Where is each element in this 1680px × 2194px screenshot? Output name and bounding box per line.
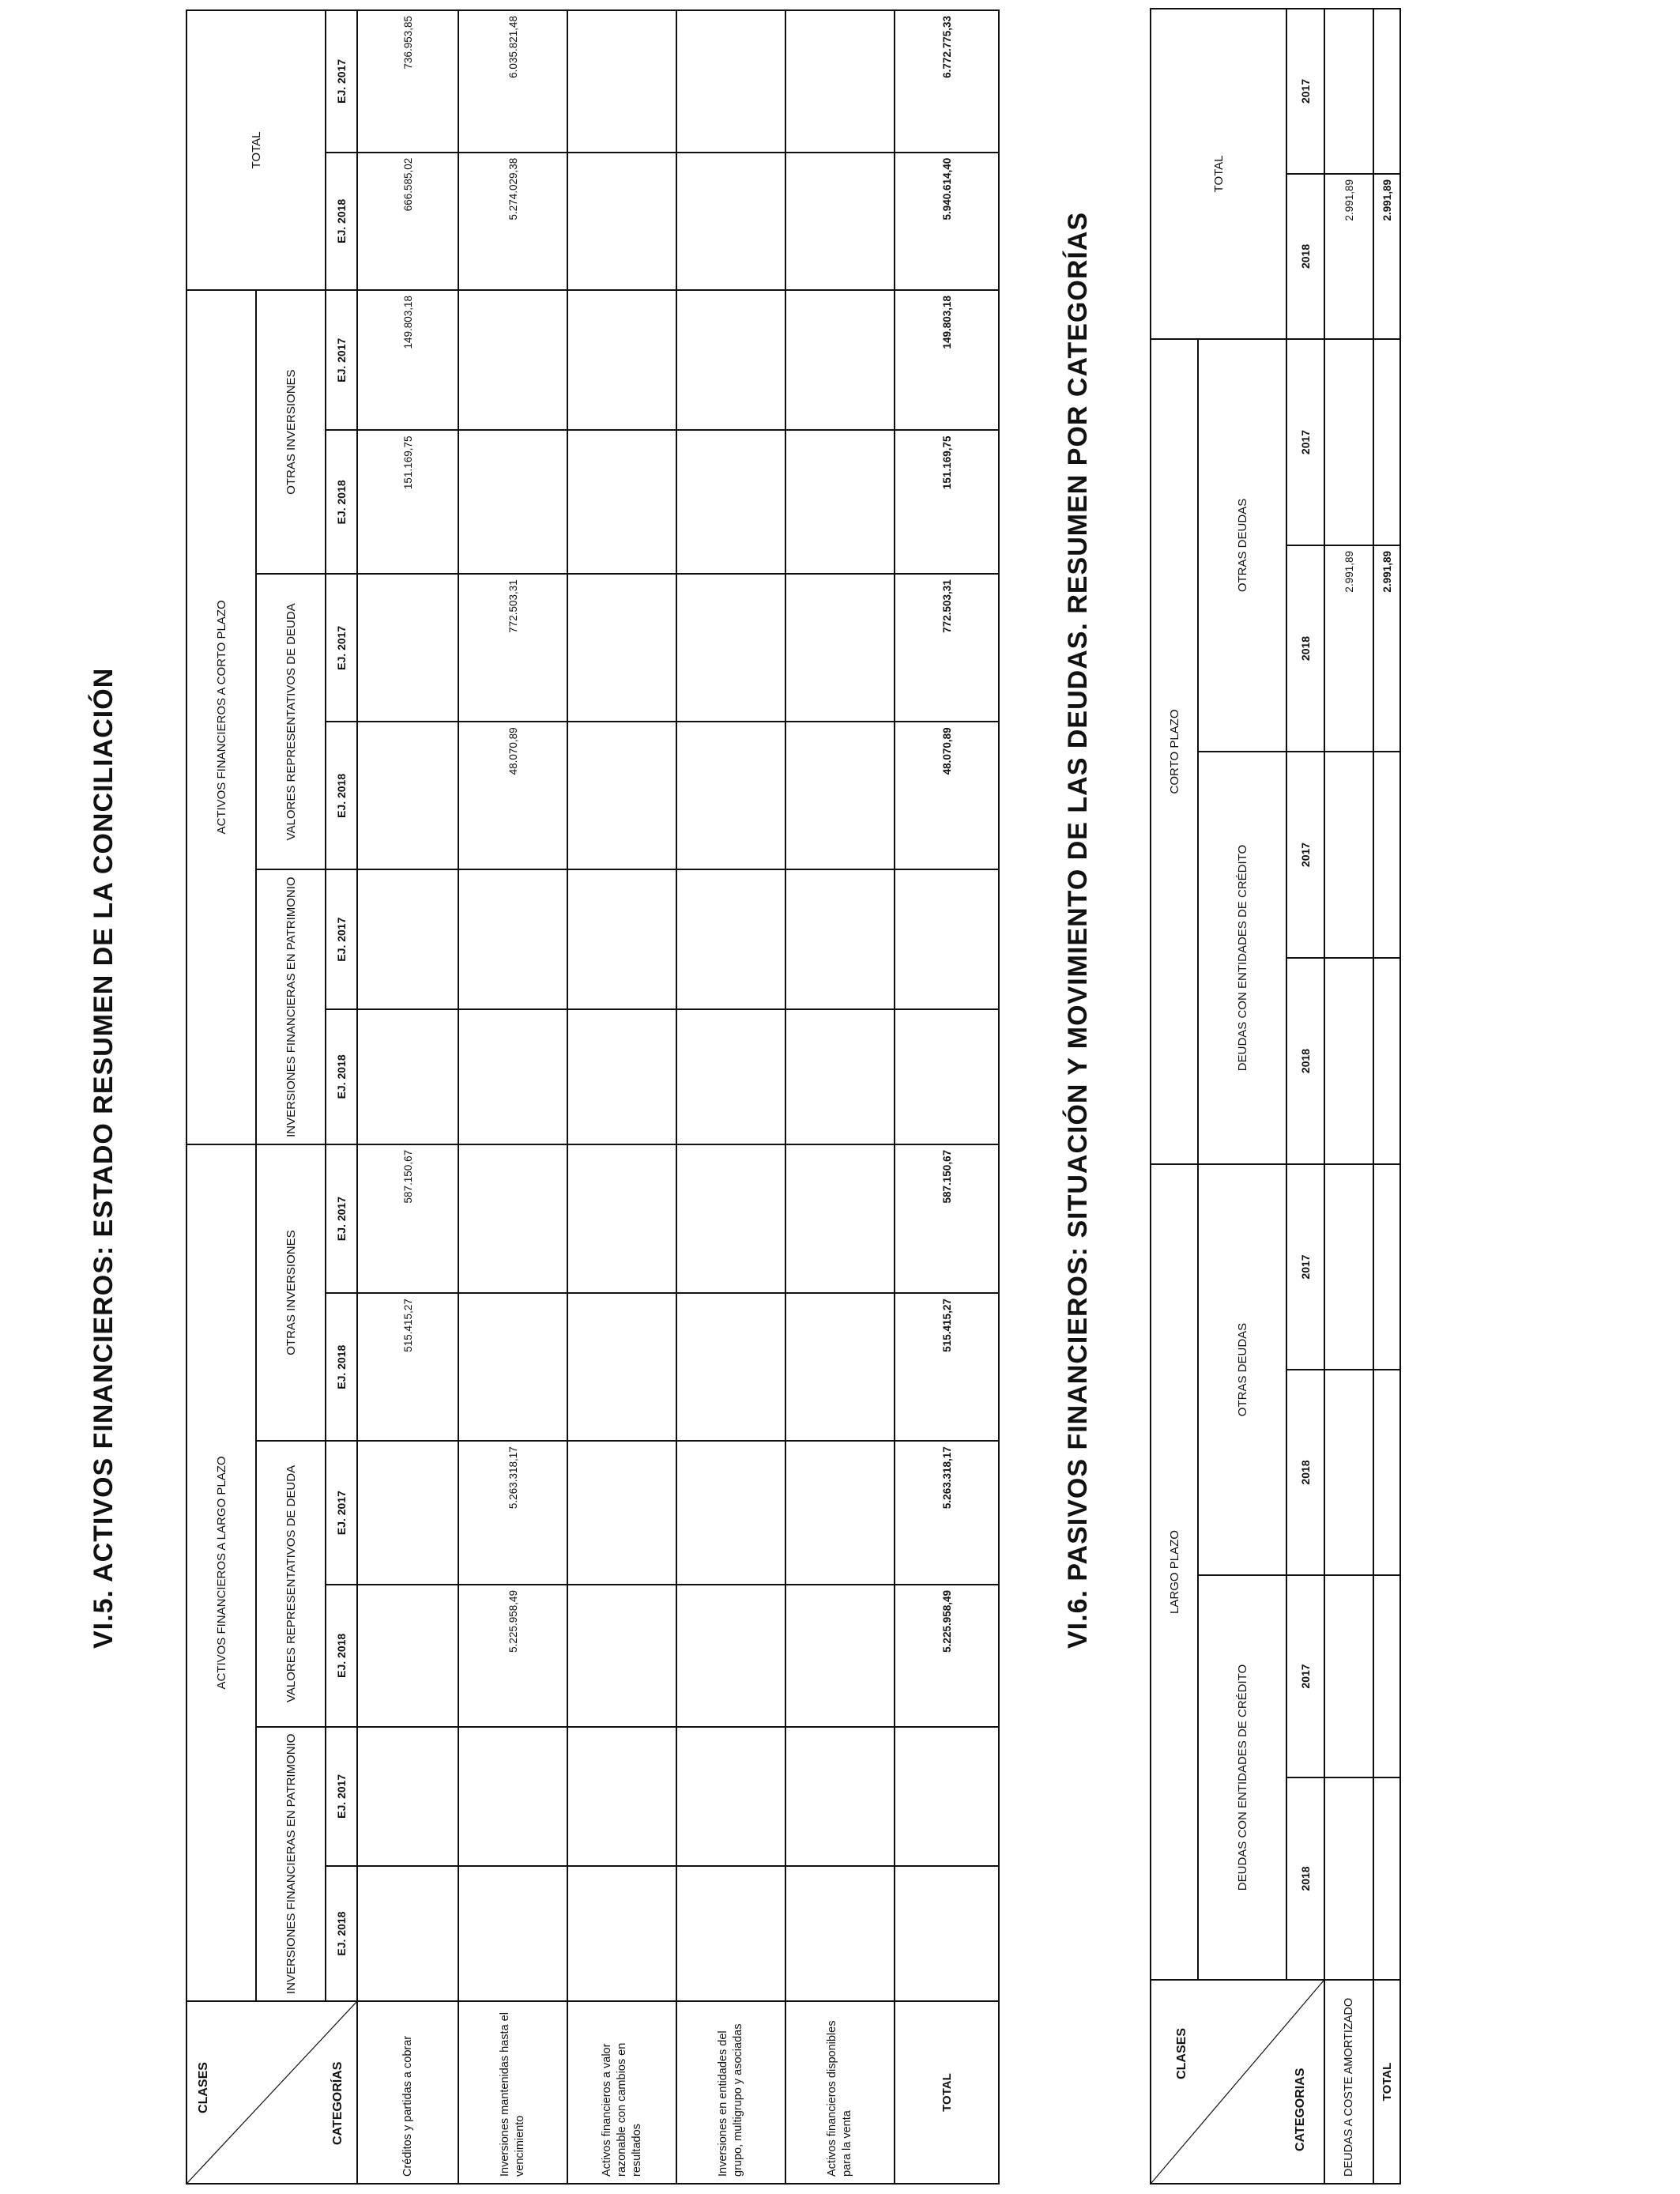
value-cell	[567, 869, 676, 1008]
value-cell: 5.274.029,38	[458, 153, 567, 290]
value-cell	[357, 1727, 458, 1866]
row-label: Inversiones mantenidas hasta el vencimiento	[458, 2001, 567, 2184]
total-cell: 5.940.614,40	[895, 153, 999, 290]
year-header: EJ. 2018	[326, 1585, 357, 1727]
total-cell: 149.803,18	[895, 290, 999, 431]
liabilities-table	[1150, 8, 1401, 2185]
value-cell	[785, 1866, 895, 2001]
table-row	[785, 10, 895, 2184]
col-inv-patrimonio-lp: INVERSIONES FINANCIERAS EN PATRIMONIO	[256, 1727, 326, 2001]
total-cell	[1373, 1777, 1400, 1980]
value-cell	[1324, 958, 1373, 1164]
year-header: EJ. 2017	[326, 574, 357, 722]
value-cell: 736.953,85	[357, 10, 458, 153]
value-cell: 6.035.821,48	[458, 10, 567, 153]
year-header: 2018	[1286, 1370, 1324, 1575]
table-row	[567, 10, 676, 2184]
corner-cell	[186, 2001, 357, 2184]
value-cell	[785, 869, 895, 1008]
year-header: 2017	[1286, 752, 1324, 958]
total-cell	[1373, 1370, 1400, 1575]
value-cell	[676, 290, 785, 431]
col-valores-deuda-cp: VALORES REPRESENTATIVOS DE DEUDA	[256, 574, 326, 869]
value-cell	[567, 1866, 676, 2001]
value-cell	[676, 1144, 785, 1293]
year-header: EJ. 2017	[326, 290, 357, 431]
value-cell	[357, 574, 458, 722]
value-cell	[357, 869, 458, 1008]
year-header: 2017	[1286, 9, 1324, 174]
value-cell	[676, 10, 785, 153]
value-cell	[1324, 1575, 1373, 1777]
total-cell	[895, 1009, 999, 1144]
value-cell	[567, 153, 676, 290]
col-entidades-credito-cp: DEUDAS CON ENTIDADES DE CRÉDITO	[1198, 752, 1286, 1164]
total-cell	[1373, 1575, 1400, 1777]
table-row	[357, 10, 458, 2184]
total-cell	[1373, 9, 1400, 174]
value-cell	[676, 869, 785, 1008]
value-cell	[357, 722, 458, 869]
value-cell	[785, 1727, 895, 1866]
total-cell	[895, 1866, 999, 2001]
year-header: 2018	[1286, 174, 1324, 339]
corner-categorias: CATEGORÍAS	[331, 2061, 345, 2145]
year-header: EJ. 2017	[326, 869, 357, 1008]
table1-title: VI.5. ACTIVOS FINANCIEROS: ESTADO RESUMEN DE LA CONCILIACIÓN	[89, 667, 119, 1649]
value-cell: 666.585,02	[357, 153, 458, 290]
value-cell: 587.150,67	[357, 1144, 458, 1293]
value-cell	[785, 1293, 895, 1441]
value-cell: 151.169,75	[357, 431, 458, 575]
value-cell	[567, 1585, 676, 1727]
value-cell	[458, 1293, 567, 1441]
row-label: Créditos y partidas a cobrar	[357, 2001, 458, 2184]
total-cell: 5.263.318,17	[895, 1441, 999, 1585]
value-cell	[458, 1727, 567, 1866]
table-row	[676, 10, 785, 2184]
value-cell	[458, 1866, 567, 2001]
value-cell	[567, 722, 676, 869]
row-label: Activos financieros a valor razonable con cambios en resultados	[567, 2001, 676, 2184]
value-cell: 772.503,31	[458, 574, 567, 722]
row-label: DEUDAS A COSTE AMORTIZADO	[1324, 1980, 1373, 2184]
value-cell	[458, 869, 567, 1008]
group-corto-plazo-2: CORTO PLAZO	[1151, 339, 1198, 1164]
value-cell	[785, 153, 895, 290]
group-largo-plazo: ACTIVOS FINANCIEROS A LARGO PLAZO	[186, 1144, 256, 2001]
col-otras-inversiones-lp: OTRAS INVERSIONES	[256, 1144, 326, 1441]
value-cell	[676, 153, 785, 290]
total-cell	[1373, 1164, 1400, 1370]
total-cell: 6.772.775,33	[895, 10, 999, 153]
total-cell: 151.169,75	[895, 431, 999, 575]
total-cell: 587.150,67	[895, 1144, 999, 1293]
value-cell: 2.991,89	[1324, 174, 1373, 339]
col-otras-inversiones-cp: OTRAS INVERSIONES	[256, 290, 326, 574]
value-cell	[567, 1727, 676, 1866]
year-header: EJ. 2018	[326, 153, 357, 290]
year-header: 2018	[1286, 958, 1324, 1164]
table2-title: VI.6. PASIVOS FINANCIEROS: SITUACIÓN Y MOVIMIENTO DE LAS DEUDAS. RESUMEN POR CATEGORÍAS	[1063, 211, 1093, 1649]
value-cell	[567, 574, 676, 722]
year-header: EJ. 2018	[326, 722, 357, 869]
group-total: TOTAL	[186, 10, 326, 290]
value-cell	[676, 431, 785, 575]
total-cell: 5.225.958,49	[895, 1585, 999, 1727]
total-cell: 515.415,27	[895, 1293, 999, 1441]
value-cell	[785, 10, 895, 153]
total-cell	[1373, 958, 1400, 1164]
value-cell	[785, 1009, 895, 1144]
corner-categorias-2: CATEGORIAS	[1294, 2068, 1307, 2151]
total-cell: 2.991,89	[1373, 545, 1400, 752]
value-cell	[676, 1009, 785, 1144]
total-row	[895, 10, 999, 2184]
value-cell	[785, 722, 895, 869]
value-cell	[567, 1009, 676, 1144]
year-header: EJ. 2018	[326, 431, 357, 575]
value-cell: 5.225.958,49	[458, 1585, 567, 1727]
corner-cell-2	[1151, 1980, 1324, 2184]
value-cell	[676, 1866, 785, 2001]
total-label: TOTAL	[1373, 1980, 1400, 2184]
value-cell	[785, 574, 895, 722]
year-header: 2017	[1286, 339, 1324, 545]
value-cell	[567, 1144, 676, 1293]
year-header: EJ. 2017	[326, 1441, 357, 1585]
value-cell: 515.415,27	[357, 1293, 458, 1441]
total-cell	[1373, 752, 1400, 958]
value-cell	[1324, 1370, 1373, 1575]
value-cell	[676, 1441, 785, 1585]
value-cell	[357, 1009, 458, 1144]
value-cell	[1324, 339, 1373, 545]
value-cell	[567, 290, 676, 431]
value-cell: 5.263.318,17	[458, 1441, 567, 1585]
value-cell	[458, 290, 567, 431]
value-cell	[785, 1144, 895, 1293]
year-header: EJ. 2017	[326, 1727, 357, 1866]
value-cell	[567, 1293, 676, 1441]
corner-clases-2: CLASES	[1175, 2028, 1188, 2079]
year-header: 2017	[1286, 1575, 1324, 1777]
year-header: EJ. 2018	[326, 1866, 357, 2001]
value-cell	[676, 722, 785, 869]
value-cell	[676, 1293, 785, 1441]
col-inv-patrimonio-cp: INVERSIONES FINANCIERAS EN PATRIMONIO	[256, 869, 326, 1144]
total-cell: 772.503,31	[895, 574, 999, 722]
corner-clases: CLASES	[197, 2062, 210, 2113]
row-label: Activos financieros disponibles para la venta	[785, 2001, 895, 2184]
value-cell	[785, 290, 895, 431]
value-cell	[458, 431, 567, 575]
year-header: EJ. 2017	[326, 1144, 357, 1293]
table-row	[1324, 9, 1373, 2184]
group-largo-plazo-2: LARGO PLAZO	[1151, 1164, 1198, 1980]
value-cell	[567, 431, 676, 575]
value-cell	[676, 574, 785, 722]
col-otras-deudas-lp: OTRAS DEUDAS	[1198, 1164, 1286, 1575]
value-cell	[785, 431, 895, 575]
year-header: 2018	[1286, 1777, 1324, 1980]
year-header: EJ. 2018	[326, 1009, 357, 1144]
value-cell	[357, 1585, 458, 1727]
value-cell	[785, 1441, 895, 1585]
row-label: Inversiones en entidades del grupo, multigrupo y asociadas	[676, 2001, 785, 2184]
value-cell	[1324, 1164, 1373, 1370]
total-cell: 48.070,89	[895, 722, 999, 869]
total-cell	[895, 1727, 999, 1866]
value-cell	[1324, 752, 1373, 958]
value-cell	[567, 10, 676, 153]
table-row	[458, 10, 567, 2184]
year-header: EJ. 2017	[326, 10, 357, 153]
total-cell	[1373, 339, 1400, 545]
total-cell: 2.991,89	[1373, 174, 1400, 339]
total-cell	[895, 869, 999, 1008]
group-total-2: TOTAL	[1151, 9, 1286, 339]
value-cell	[1324, 9, 1373, 174]
assets-table	[186, 9, 1000, 2185]
value-cell: 149.803,18	[357, 290, 458, 431]
value-cell: 48.070,89	[458, 722, 567, 869]
value-cell	[357, 1866, 458, 2001]
col-valores-deuda-lp: VALORES REPRESENTATIVOS DE DEUDA	[256, 1441, 326, 1726]
total-label: TOTAL	[895, 2001, 999, 2184]
col-otras-deudas-cp: OTRAS DEUDAS	[1198, 339, 1286, 752]
year-header: 2018	[1286, 545, 1324, 752]
value-cell	[676, 1727, 785, 1866]
col-entidades-credito-lp: DEUDAS CON ENTIDADES DE CRÉDITO	[1198, 1575, 1286, 1980]
value-cell	[676, 1585, 785, 1727]
value-cell	[785, 1585, 895, 1727]
value-cell	[458, 1144, 567, 1293]
value-cell: 2.991,89	[1324, 545, 1373, 752]
value-cell	[1324, 1777, 1373, 1980]
year-header: EJ. 2018	[326, 1293, 357, 1441]
year-header: 2017	[1286, 1164, 1324, 1370]
value-cell	[567, 1441, 676, 1585]
value-cell	[458, 1009, 567, 1144]
value-cell	[357, 1441, 458, 1585]
total-row	[1373, 9, 1400, 2184]
group-corto-plazo: ACTIVOS FINANCIEROS A CORTO PLAZO	[186, 290, 256, 1144]
